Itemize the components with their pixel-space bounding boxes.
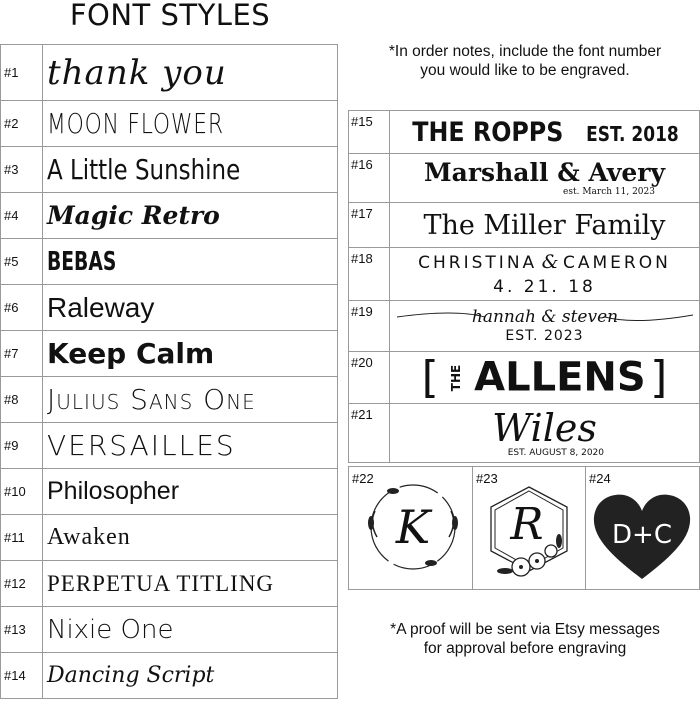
font-row — [1, 423, 338, 469]
design-sub-text: est. March 11, 2023 — [563, 187, 655, 197]
font-number: #4 — [1, 193, 43, 239]
font-row — [1, 607, 338, 653]
font-sample: A Little Sunshine — [47, 153, 241, 186]
design-sub-text: EST. AUGUST 8, 2020 — [507, 447, 604, 458]
font-row — [1, 653, 338, 699]
design-number: #19 — [349, 301, 390, 352]
design-number: #20 — [349, 352, 390, 404]
design-sub-text: EST. 2018 — [586, 121, 679, 146]
font-sample: Julius Sans One — [47, 383, 256, 416]
wreath-icon — [349, 467, 472, 589]
font-sample: Dancing Script — [47, 663, 215, 688]
font-number: #2 — [1, 101, 43, 147]
font-styles-table — [0, 44, 338, 699]
proof-note: *A proof will be sent via Etsy messages for approval before engraving — [390, 621, 660, 657]
font-sample: VERSAILLES — [47, 429, 236, 462]
design-row — [349, 352, 700, 404]
font-number: #1 — [1, 45, 43, 101]
design-sub-text: EST. 2023 — [505, 328, 584, 344]
font-sample: BEBAS — [47, 246, 117, 277]
font-row — [1, 469, 338, 515]
font-number: #7 — [1, 331, 43, 377]
design-main-text: THE ROPPS — [412, 116, 564, 148]
font-sample: Philosopher — [47, 477, 180, 505]
design-main-text: Wiles — [492, 405, 597, 450]
design-main-text: CHRISTINA — [418, 253, 538, 273]
design-main-text: hannah & steven — [471, 307, 618, 327]
font-number: #12 — [1, 561, 43, 607]
font-number: #10 — [1, 469, 43, 515]
font-row — [1, 101, 338, 147]
font-number: #6 — [1, 285, 43, 331]
font-row — [1, 285, 338, 331]
monogram-cell — [585, 466, 700, 590]
design-main-text-2: CAMERON — [563, 253, 671, 273]
monogram-cell — [472, 466, 586, 590]
design-row — [349, 248, 700, 301]
design-number: #18 — [349, 248, 390, 301]
design-main-text: Marshall & Avery — [424, 158, 665, 187]
font-number: #11 — [1, 515, 43, 561]
monogram-cell — [348, 466, 473, 590]
font-sample: Awaken — [47, 524, 131, 550]
font-sample: MOON FLOWER — [47, 107, 224, 140]
font-row — [1, 193, 338, 239]
font-sample: PERPETUA TITLING — [47, 570, 275, 596]
font-row — [1, 377, 338, 423]
font-row — [1, 147, 338, 193]
font-row — [1, 561, 338, 607]
font-number: #5 — [1, 239, 43, 285]
font-sample: Raleway — [47, 291, 155, 323]
design-number: #15 — [349, 111, 390, 154]
design-number: #22 — [352, 471, 374, 486]
design-number: #16 — [349, 154, 390, 203]
monogram-letter: R — [510, 499, 544, 550]
design-small-text: THE — [449, 364, 464, 391]
font-number: #9 — [1, 423, 43, 469]
design-number: #23 — [476, 471, 498, 486]
font-row — [1, 515, 338, 561]
font-row — [1, 331, 338, 377]
heart-icon — [586, 467, 699, 589]
design-number: #21 — [349, 404, 390, 463]
design-ampersand: & — [541, 251, 559, 273]
page-title: FONT STYLES — [69, 0, 271, 32]
design-row — [349, 404, 700, 463]
hexagon-floral-icon — [473, 467, 585, 589]
design-row — [349, 301, 700, 352]
font-sample: Magic Retro — [47, 201, 220, 230]
font-number: #8 — [1, 377, 43, 423]
font-number: #13 — [1, 607, 43, 653]
font-number: #3 — [1, 147, 43, 193]
order-note: *In order notes, include the font number you would like to be engraved. — [388, 43, 662, 79]
font-sample: thank you — [47, 52, 227, 93]
design-row — [349, 154, 700, 203]
bracket-left: [ — [421, 352, 439, 403]
bracket-right: ] — [650, 352, 668, 403]
monogram-letter: D+C — [612, 520, 672, 550]
design-number: #17 — [349, 203, 390, 248]
font-row — [1, 239, 338, 285]
font-sample: Keep Calm — [47, 337, 215, 370]
design-main-text: The Miller Family — [423, 209, 666, 241]
design-number: #24 — [589, 471, 611, 486]
monogram-grid — [348, 466, 700, 590]
design-row — [349, 203, 700, 248]
design-styles-table — [348, 110, 700, 463]
flourish-icon — [395, 307, 695, 327]
font-sample: Nixie One — [47, 614, 174, 645]
font-number: #14 — [1, 653, 43, 699]
font-row — [1, 45, 338, 101]
design-main-text: ALLENS — [474, 354, 646, 401]
design-sub-text: 4. 21. 18 — [493, 277, 596, 297]
monogram-letter: K — [395, 500, 431, 554]
design-row — [349, 111, 700, 154]
